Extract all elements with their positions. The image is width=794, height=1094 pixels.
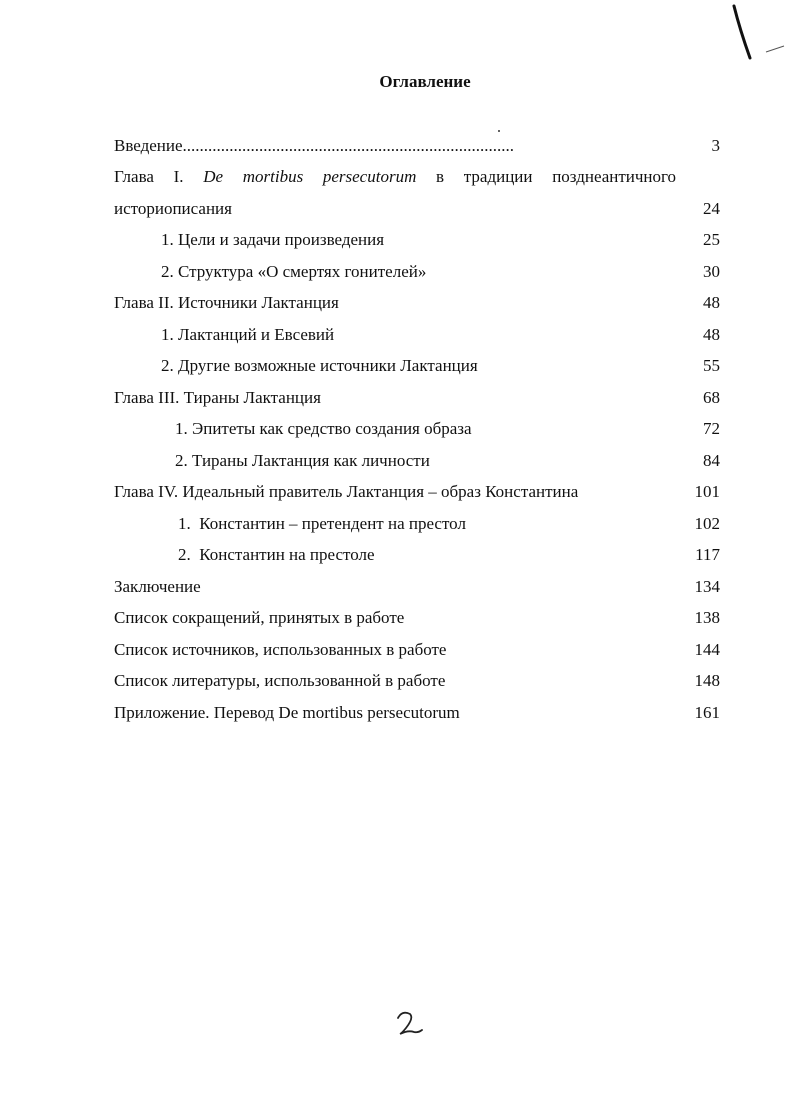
toc-dot-leader — [114, 136, 624, 156]
toc-page-number: 148 — [694, 671, 720, 690]
toc-page-number: 30 — [703, 262, 720, 281]
toc-page-number: 3 — [711, 136, 720, 155]
toc-page-number: 24 — [703, 199, 720, 218]
toc-entry-label: Глава IV. Идеальный правитель Лактанция – образ Константина — [114, 482, 579, 501]
scan-speck — [498, 130, 500, 132]
toc-word: Глава — [114, 167, 154, 186]
toc-entry-label: Глава III. Тираны Лактанция — [114, 388, 321, 407]
toc-entry-label: историописания — [114, 199, 232, 218]
toc-page-number: 48 — [703, 293, 720, 312]
toc-page-number: 102 — [694, 514, 720, 533]
toc-page-number: 134 — [694, 577, 720, 596]
toc-page-number: 68 — [703, 388, 720, 407]
toc-entry-label: 1. Эпитеты как средство создания образа — [175, 419, 472, 438]
toc-entry-label: 2. Другие возможные источники Лактанция — [161, 356, 478, 375]
toc-word: позднеантичного — [552, 167, 677, 186]
toc-entry-label: Заключение — [114, 577, 201, 596]
toc-entry-label: 1. Цели и задачи произведения — [161, 230, 385, 249]
pen-mark-icon — [728, 2, 788, 72]
toc-entry-label: 2. Тираны Лактанция как личности — [175, 451, 430, 470]
toc-page-number: 84 — [703, 451, 720, 470]
toc-word: традиции — [463, 167, 533, 186]
toc-word: I. — [173, 167, 184, 186]
dot-leader: .............................................................................. — [182, 136, 515, 155]
toc-entry-label: Список источников, использованных в работе — [114, 640, 447, 659]
toc-page-number: 55 — [703, 356, 720, 375]
toc-entry-label: Глава II. Источники Лактанция — [114, 293, 339, 312]
toc-entry-label: Введение — [114, 136, 183, 155]
toc-entry-label: 2. Структура «О смертях гонителей» — [161, 262, 427, 281]
toc-page-number: 117 — [695, 545, 720, 564]
toc-page-number: 144 — [694, 640, 720, 659]
toc-chapter-1-line — [114, 167, 676, 187]
toc-page-number: 161 — [694, 703, 720, 722]
handwritten-page-number — [392, 1008, 432, 1038]
toc-entry-label: 1. Лактанций и Евсевий — [161, 325, 335, 344]
toc-entry-label: 1. Константин – претендент на престол — [178, 514, 466, 533]
toc-entry-label: Список литературы, использованной в работе — [114, 671, 446, 690]
toc-page-number: 72 — [703, 419, 720, 438]
page-title: Оглавление — [379, 72, 471, 91]
toc-page-number: 101 — [694, 482, 720, 501]
toc-page-number: 48 — [703, 325, 720, 344]
toc-entry-label: Список сокращений, принятых в работе — [114, 608, 405, 627]
toc-entry-label: 2. Константин на престоле — [178, 545, 375, 564]
toc-entry-label: Приложение. Перевод De mortibus persecutorum — [114, 703, 460, 722]
toc-page-number: 25 — [703, 230, 720, 249]
toc-latin-title: De mortibus persecutorum — [203, 167, 417, 186]
toc-word: в — [436, 167, 445, 186]
toc-page-number: 138 — [694, 608, 720, 627]
